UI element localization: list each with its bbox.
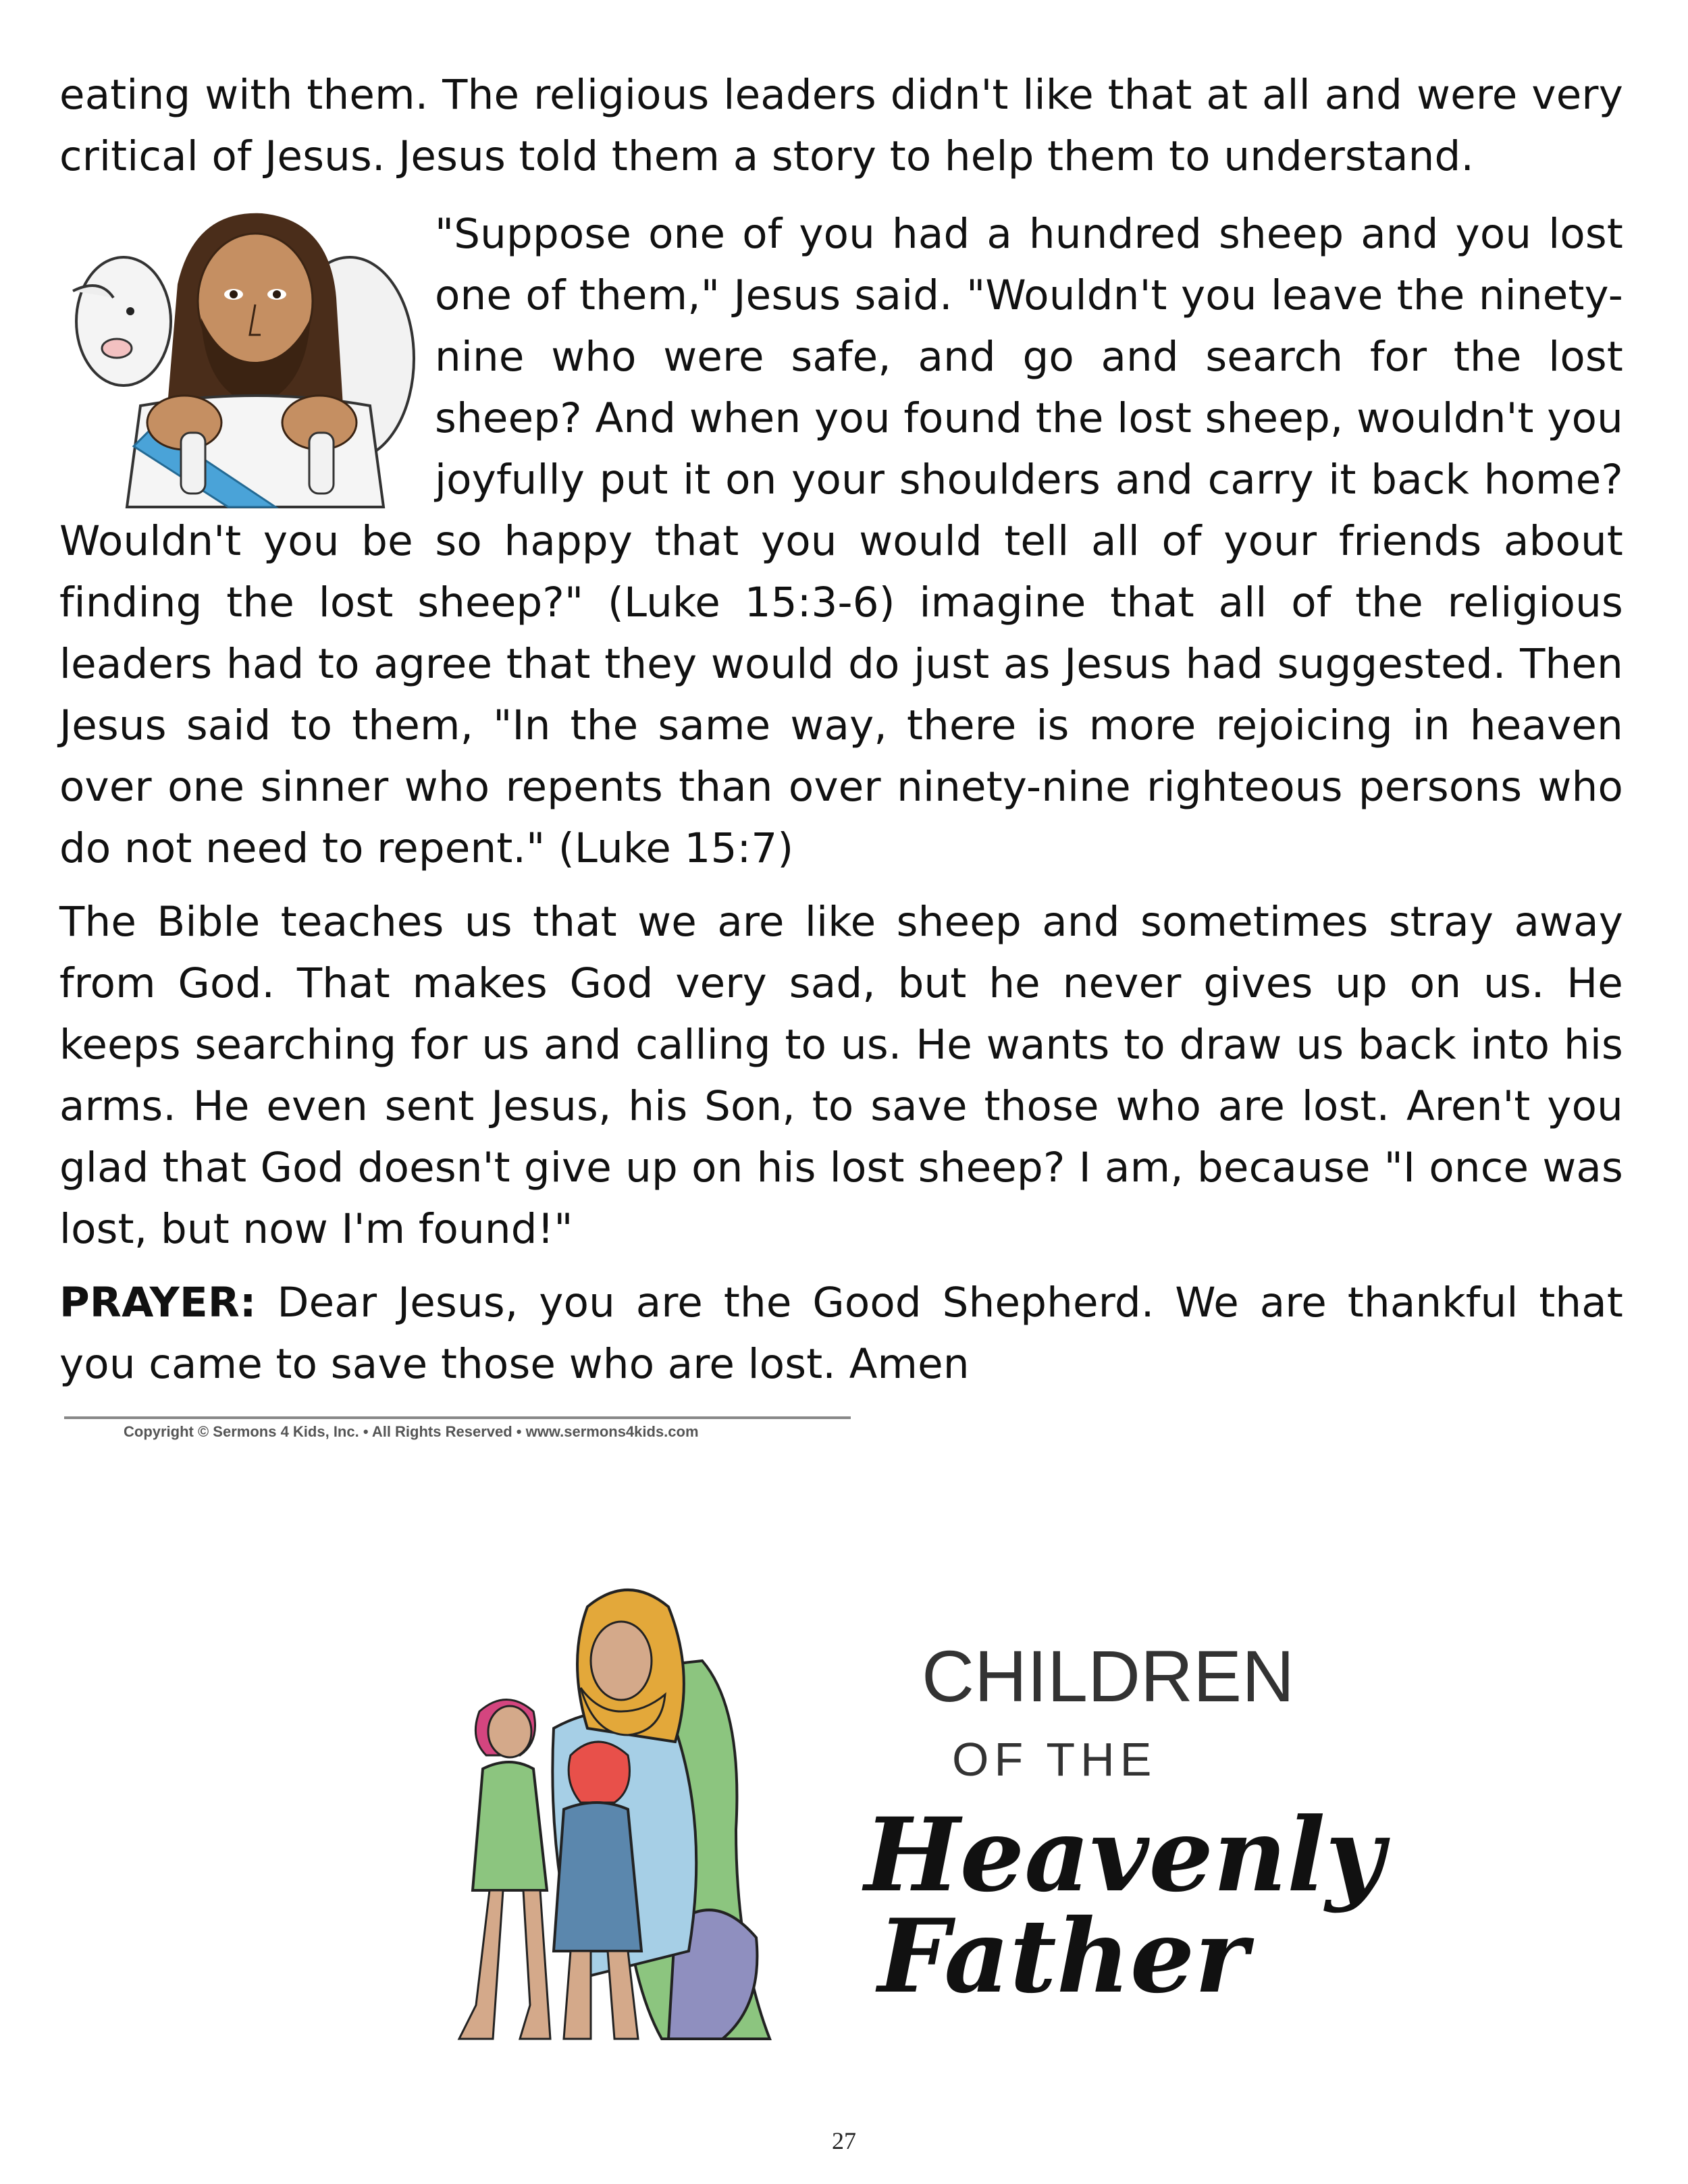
jesus-with-lamb-illustration (59, 203, 417, 507)
children-heavenly-father-logo (419, 1573, 1385, 2079)
logo-line-of-the: OF THE (952, 1733, 1157, 1786)
prayer-text: Dear Jesus, you are the Good Shepherd. We are thankful that you came to save those who are lost. Amen (59, 1279, 1623, 1388)
logo-line-heavenly: Heavenly (864, 1796, 1385, 1915)
logo-line-father: Father (878, 1897, 1248, 2016)
page-number: 27 (832, 2127, 856, 2154)
paragraph-intro: eating with them. The religious leaders didn't like that at all and were very critical of Jesus. Jesus told them a story to help them to understand. (59, 71, 1623, 180)
prayer-paragraph (59, 1272, 1623, 1395)
logo-artwork (419, 1573, 1385, 2079)
page-body (59, 64, 1623, 1407)
paragraph-parable: "Suppose one of you had a hundred sheep and you lost one of them," Jesus said. "Wouldn't you leave the ninety-nine who were safe, and go and search for the lost sheep? And when you found the lost sheep, wouldn't you joyfully put it on your shoulders and carry it back home? Wouldn't you be so happy that you would tell all of your friends about finding the lost sheep?" (Luke 15:3-6) imagine that all of the religious leaders had to agree that they would do just as Jesus had suggested. Then Jesus said to them, "In the same way, there is more rejoicing in heaven over one sinner who repents than over ninety-nine righteous persons who do not need to repent." (Luke 15:7) (59, 210, 1623, 872)
logo-line-children: CHILDREN (922, 1635, 1295, 1717)
paragraph-lesson: The Bible teaches us that we are like sheep and sometimes stray away from God. That makes God very sad, but he never gives up on us. He keeps searching for us and calling to us. He wants to draw us back into his arms. He even sent Jesus, his Son, to save those who are lost. Aren't you glad that God doesn't give up on his lost sheep? I am, because "I once was lost, but now I'm found!" (59, 898, 1623, 1253)
copyright-footer (64, 1416, 851, 1441)
prayer-label: PRAYER: (59, 1279, 257, 1327)
jesus-lamb-image (59, 203, 417, 507)
copyright-text: Copyright © Sermons 4 Kids, Inc. • All Rights Reserved • www.sermons4kids.com (124, 1423, 699, 1440)
copyright-rule (64, 1416, 851, 1419)
